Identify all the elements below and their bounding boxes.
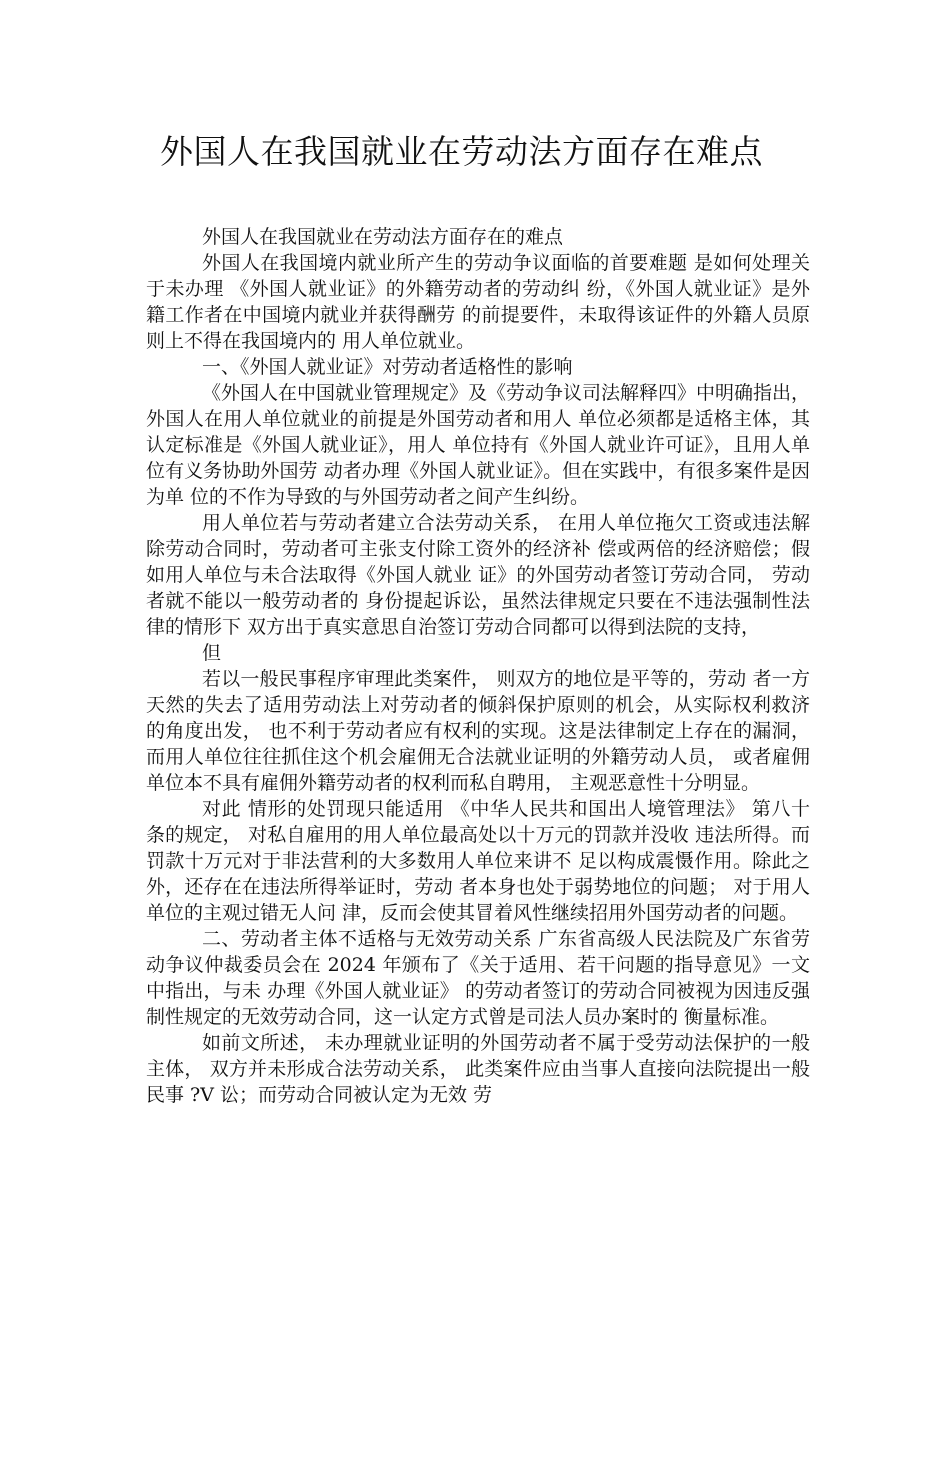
document-page <box>0 130 950 1474</box>
paragraph: 如前文所述， 未办理就业证明的外国劳动者不属于受劳动法保护的一般主体， 双方并未形成合法劳动关系， 此类案件应由当事人直接向法院提出一般民事 ?V 讼；而劳动合同被认定为无效 劳 <box>146 1032 810 1106</box>
paragraph-fragment: 但 <box>202 642 222 664</box>
paragraph: 对此 情形的处罚现只能适用 《中华人民共和国出人境管理法》 第八十 条的规定， 对私自雇用的用人单位最高处以十万元的罚款并没收 违法所得。而罚款十万元对于非法营利的大多数用人单位来讲不 足以构成震慑作用。除此之外，还存在在违法所得举证时，劳动 者本身也处于弱势地位的问题； 对于用人单位的主观过错无人问 津，反而会使其冒着风性继续招用外国劳动者的问题。 <box>146 798 810 924</box>
document-body <box>146 224 810 1108</box>
paragraph: 若以一般民事程序审理此类案件， 则双方的地位是平等的，劳动 者一方天然的失去了适用劳动法上对劳动者的倾斜保护原则的机会，从实际权利救济的角度出发， 也不利于劳动者应有权利的实现。这是法律制定上存在的漏洞， 而用人单位往往抓住这个机会雇佣无合法就业证明的外籍劳动人员， 或者雇佣单位本不具有雇佣外籍劳动者的权利而私自聘用， 主观恶意性十分明显。 <box>146 668 810 794</box>
paragraph: 外国人在我国境内就业所产生的劳动争议面临的首要难题 是如何处理关于未办理 《外国人就业证》的外籍劳动者的劳动纠 纷，《外国人就业证》是外籍工作者在中国境内就业并获得酬劳 的前提要件，未取得该证件的外籍人员原则上不得在我国境内的 用人单位就业。 <box>146 252 810 352</box>
document-title: 外国人在我国就业在劳动法方面存在难点 <box>160 132 763 171</box>
section-heading-1: 一、《外国人就业证》对劳动者适格性的影响 <box>202 356 573 378</box>
paragraph: 《外国人在中国就业管理规定》及《劳动争议司法解释四》中明确指出，外国人在用人单位就业的前提是外国劳动者和用人 单位必须都是适格主体，其认定标准是《外国人就业证》，用人 单位持有《外国人就业许可证》，且用人单位有义务协助外国劳 动者办理《外国人就业证》。但在实践中，有很多案件是因为单 位的不作为导致的与外国劳动者之间产生纠纷。 <box>146 382 811 508</box>
section-heading-2: 二、劳动者主体不适格与无效劳动关系 广东省高级人民法院及广东省劳动争议仲裁委员会在 2024 年颁布了《关于适用、若干问题的指导意见》一文中指出，与未 办理《外国人就业证》 的劳动者签订的劳动合同被视为因违反强 制性规定的无效劳动合同，这一认定方式曾是司法人员办案时的 衡量标准。 <box>146 928 810 1028</box>
paragraph: 用人单位若与劳动者建立合法劳动关系， 在用人单位拖欠工资或违法解除劳动合同时，劳动者可主张支付除工资外的经济补 偿或两倍的经济赔偿；假如用人单位与未合法取得《外国人就业 证》的外国劳动者签订劳动合同， 劳动者就不能以一般劳动者的 身份提起诉讼，虽然法律规定只要在不违法强制性法律的情形下 双方出于真实意思自治签订劳动合同都可以得到法院的支持， <box>146 512 810 638</box>
paragraph-subtitle: 外国人在我国就业在劳动法方面存在的难点 <box>202 226 564 248</box>
